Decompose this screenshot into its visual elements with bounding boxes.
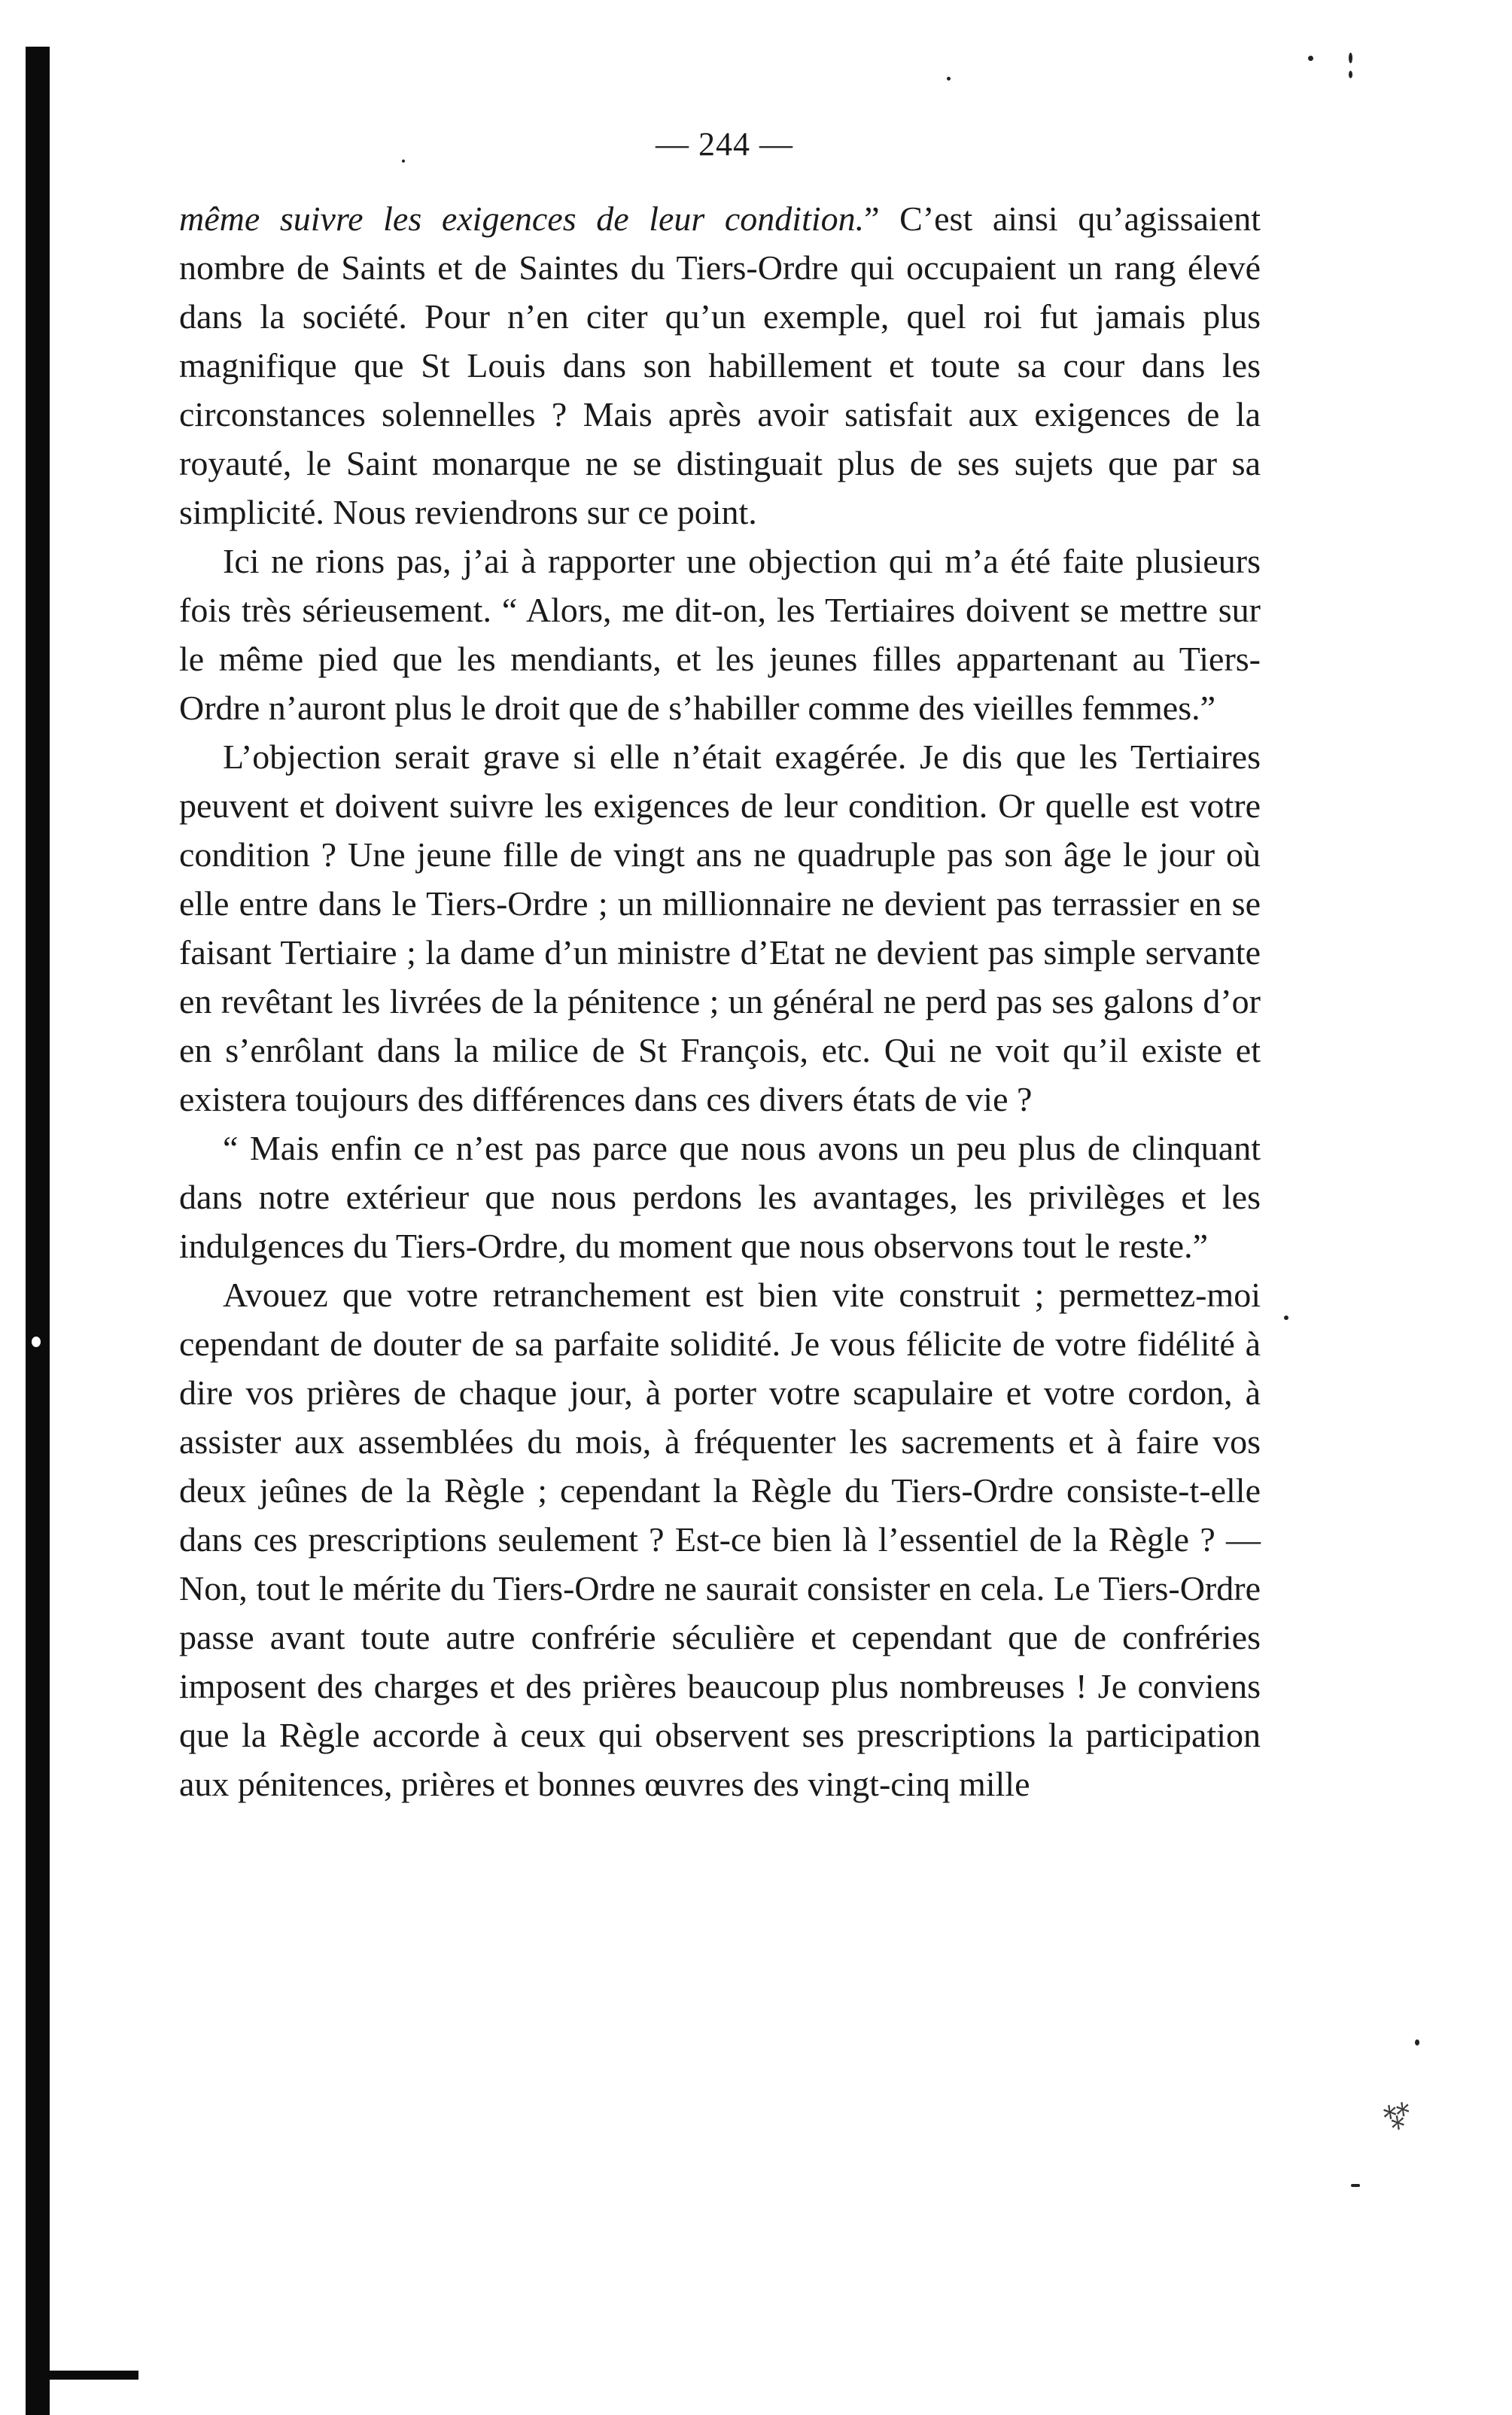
scan-edge-foot [26, 2371, 138, 2380]
paragraph-4: “ Mais enfin ce n’est pas parce que nous avons un peu plus de clinquant dans notre extérieur que nous perdons les avantages, les privilèges et les indulgences du Tiers-Ordre, du moment que nous observons tout le reste.” [179, 1129, 1261, 1265]
speck [947, 77, 951, 81]
speck [1284, 1315, 1288, 1320]
paragraph-3: L’objection serait grave si elle n’était exagérée. Je dis que les Tertiaires peuvent et doivent suivre les exigences de leur condition. Or quelle est votre condition ? Une jeune fille de vingt ans ne quadruple pas son âge le jour où elle entre dans le Tiers-Ordre ; un millionnaire ne devient pas terrassier en se faisant Tertiaire ; la dame d’un ministre d’Etat ne devient pas simple servante en revêtant les livrées de la pénitence ; un général ne perd pas ses galons d’or en s’enrôlant dans la milice de St François, etc. Qui ne voit qu’il existe et existera toujours des différences dans ces divers états de vie ? [179, 738, 1261, 1118]
paragraph-2: Ici ne rions pas, j’ai à rapporter une objection qui m’a été faite plusieurs fois très sérieusement. “ Alors, me dit-on, les Tertiaires doivent se mettre sur le même pied que les mendiants, et les jeunes filles appartenant au Tiers-Ordre n’auront plus le droit que de s’habiller comme des vieilles femmes.” [179, 542, 1261, 727]
page-number: — 244 — [656, 126, 793, 163]
edge-nick [32, 1337, 41, 1347]
margin-scribble: ⁂ [1377, 2097, 1416, 2134]
paragraph-1 [179, 194, 1261, 537]
speck [1415, 2039, 1419, 2045]
speck [1349, 71, 1352, 78]
scan-edge [26, 47, 50, 2415]
body-text [179, 194, 1261, 1808]
speck [1349, 53, 1352, 63]
speck [1308, 56, 1313, 61]
paragraph-5: Avouez que votre retranchement est bien vite construit ; permettez-moi cependant de douter de sa parfaite solidité. Je vous félicite de votre fidélité à dire vos prières de chaque jour, à porter votre scapulaire et votre cordon, à assister aux assemblées du mois, à fréquenter les sacrements et à faire vos deux jeûnes de la Règle ; cependant la Règle du Tiers-Ordre consiste-t-elle dans ces prescriptions seulement ? Est-ce bien là l’essentiel de la Règle ? — Non, tout le mérite du Tiers-Ordre ne saurait consister en cela. Le Tiers-Ordre passe avant toute autre confrérie séculière et cependant que de confréries imposent des charges et des prières beaucoup plus nombreuses ! Je conviens que la Règle accorde à ceux qui observent ses prescriptions la participation aux pénitences, prières et bonnes œuvres des vingt-cinq mille [179, 1276, 1261, 1803]
paragraph-1-text: ” C’est ainsi qu’agissaient nombre de Saints et de Saintes du Tiers-Ordre qui occupaient un rang élevé dans la société. Pour n’en citer qu’un exemple, quel roi fut jamais plus magnifique que St Louis dans son habillement et toute sa cour dans les circonstances solennelles ? Mais après avoir satisfait aux exigences de la royauté, le Saint monarque ne se distinguait plus de ses sujets que par sa simplicité. Nous reviendrons sur ce point. [179, 199, 1261, 531]
speck [1351, 2184, 1360, 2187]
paragraph-1-italic: même suivre les exigences de leur condition. [179, 199, 865, 238]
